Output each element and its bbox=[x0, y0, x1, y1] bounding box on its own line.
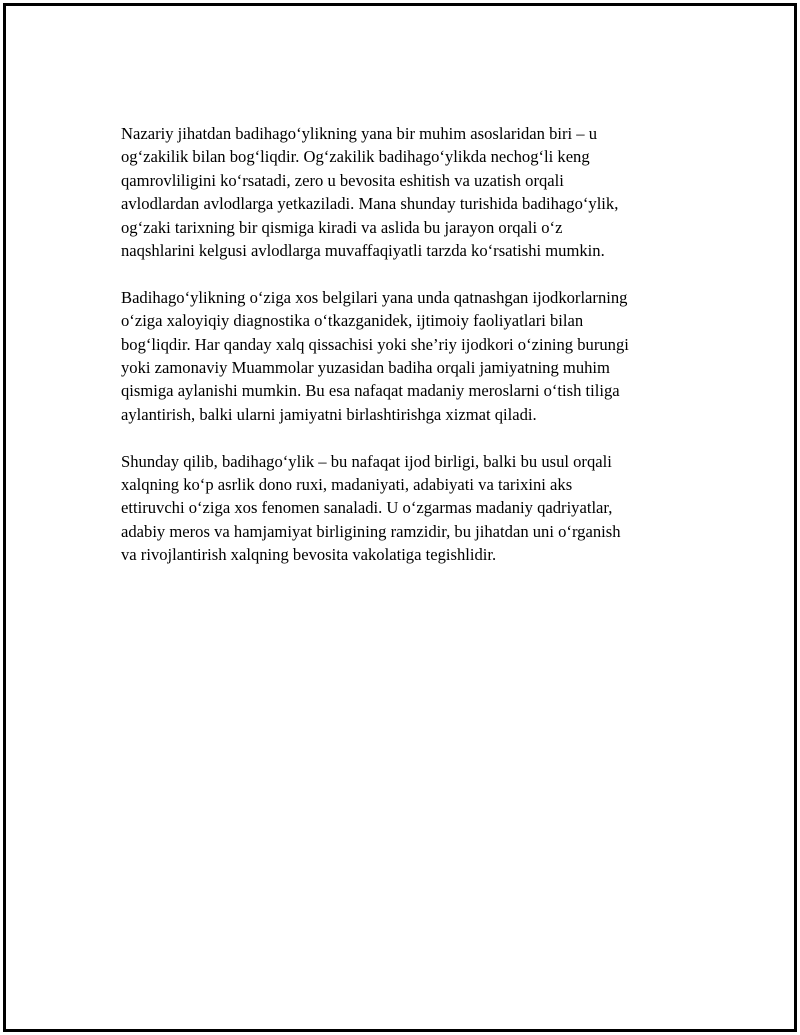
text-line: bog‘liqdir. Har qanday xalq qissachisi yoki she’riy ijodkori o‘zining burungi bbox=[121, 334, 629, 354]
paragraph-1 bbox=[121, 122, 691, 262]
paragraph-3 bbox=[121, 450, 691, 567]
text-line: og‘zakilik bilan bog‘liqdir. Og‘zakilik badihago‘ylikda nechog‘li keng bbox=[121, 147, 590, 167]
text-line: adabiy meros va hamjamiyat birligining ramzidir, bu jihatdan uni o‘rganish bbox=[121, 521, 621, 541]
document-page bbox=[3, 3, 797, 1032]
text-line: Nazariy jihatdan badihago‘ylikning yana bir muhim asoslaridan biri – u bbox=[121, 124, 598, 143]
text-line: qismiga aylanishi mumkin. Bu esa nafaqat madaniy meroslarni o‘tish tiliga bbox=[121, 381, 620, 401]
text-line: aylantirish, balki ularni jamiyatni birlashtirishga xizmat qiladi. bbox=[121, 404, 537, 424]
text-line: o‘ziga xaloyiqiy diagnostika o‘tkazganidek, ijtimoiy faoliyatlari bilan bbox=[121, 311, 584, 331]
paragraph-2 bbox=[121, 286, 691, 426]
text-line: og‘zaki tarixning bir qismiga kiradi va aslida bu jarayon orqali o‘z bbox=[121, 217, 563, 237]
text-line: Badihago‘ylikning o‘ziga xos belgilari yana unda qatnashgan ijodkorlarning bbox=[121, 287, 628, 307]
text-line: va rivojlantirish xalqning bevosita vakolatiga tegishlidir. bbox=[121, 545, 497, 565]
text-line: qamrovliligini ko‘rsatadi, zero u bevosita eshitish va uzatish orqali bbox=[121, 170, 564, 190]
text-line: naqshlarini kelgusi avlodlarga muvaffaqiyatli tarzda ko‘rsatishi mumkin. bbox=[121, 241, 605, 261]
document-body bbox=[121, 122, 691, 590]
text-line: xalqning ko‘p asrlik dono ruxi, madaniyati, adabiyati va tarixini aks bbox=[121, 475, 573, 495]
text-line: avlodlardan avlodlarga yetkaziladi. Mana shunday turishida badihago‘ylik, bbox=[121, 194, 619, 214]
text-line: ettiruvchi o‘ziga xos fenomen sanaladi. U o‘zgarmas madaniy qadriyatlar, bbox=[121, 498, 613, 518]
text-line: Shunday qilib, badihago‘ylik – bu nafaqat ijod birligi, balki bu usul orqali bbox=[121, 451, 612, 471]
text-line: yoki zamonaviy Muammolar yuzasidan badiha orqali jamiyatning muhim bbox=[121, 358, 610, 378]
